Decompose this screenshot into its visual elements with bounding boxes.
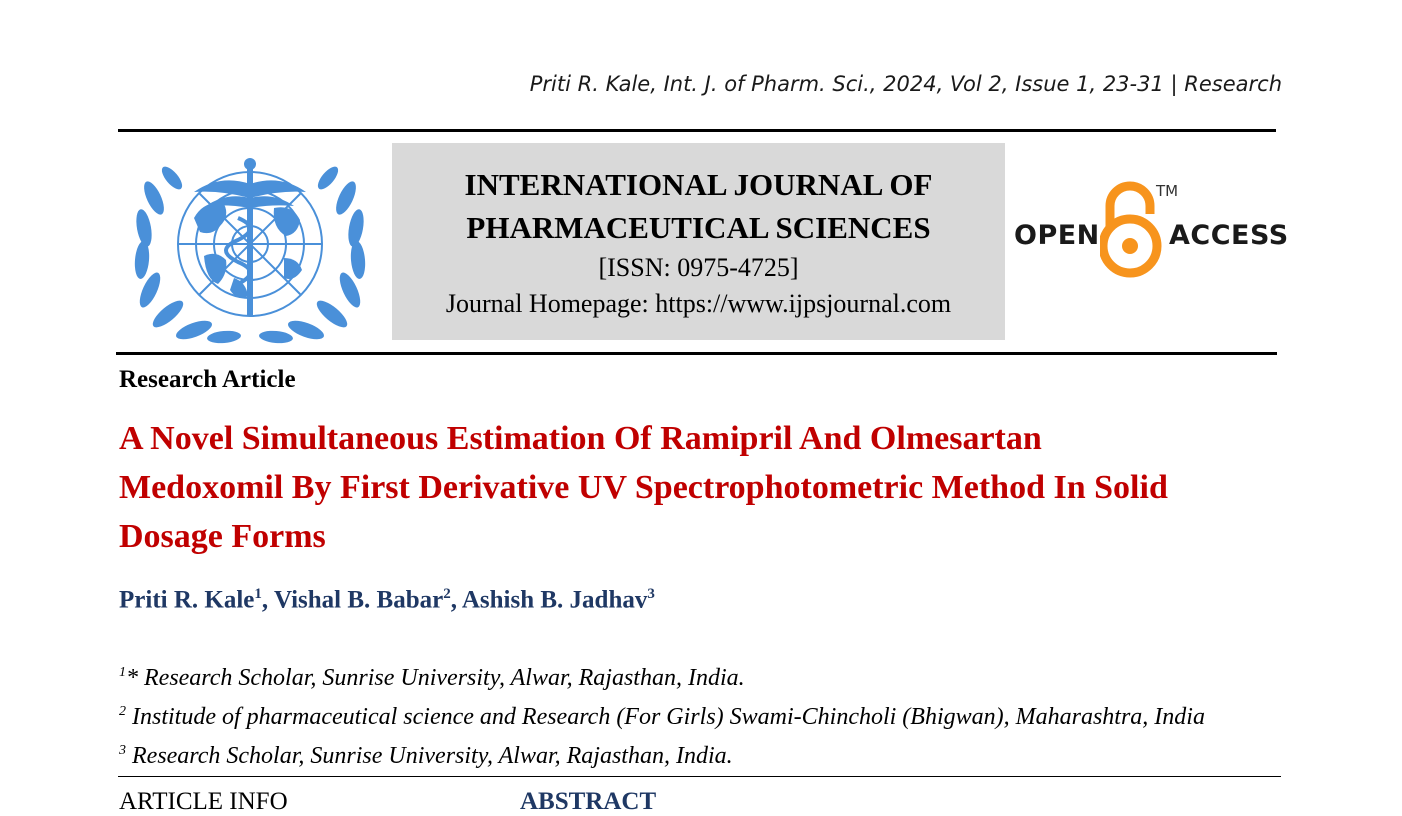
affiliation-item xyxy=(119,695,1205,734)
article-title xyxy=(119,414,1299,561)
article-info-heading: ARTICLE INFO xyxy=(119,788,288,815)
author-name: Ashish B. Jadhav xyxy=(461,586,648,614)
running-head: Priti R. Kale, Int. J. of Pharm. Sci., 2024, Vol 2, Issue 1, 23-31 | Research xyxy=(529,72,1282,96)
trademark-mark: TM xyxy=(1156,182,1179,200)
article-title-line2: Medoxomil By First Derivative UV Spectrophotometric Method In Solid xyxy=(119,469,1168,506)
top-divider xyxy=(118,129,1276,132)
affiliation-marker: 3 xyxy=(119,743,126,758)
author-list xyxy=(119,586,655,614)
affiliation-text: Research Scholar, Sunrise University, Alwar, Rajasthan, India. xyxy=(126,743,733,769)
journal-homepage-link[interactable]: Journal Homepage: https://www.ijpsjournal.com xyxy=(445,289,952,318)
affiliation-text: * Research Scholar, Sunrise University, Alwar, Rajasthan, India. xyxy=(126,665,745,691)
journal-masthead xyxy=(392,143,1005,340)
author-separator: , xyxy=(261,586,274,614)
author-separator: , xyxy=(450,586,462,614)
journal-title-line2: PHARMACEUTICAL SCIENCES xyxy=(466,210,931,245)
abstract-heading: ABSTRACT xyxy=(520,788,657,815)
open-lock-icon xyxy=(1100,180,1164,280)
affiliation-item xyxy=(119,656,1205,695)
author-name: Priti R. Kale xyxy=(119,586,255,614)
author-affiliation-marker: 3 xyxy=(647,586,655,602)
affiliation-item xyxy=(119,734,1205,773)
article-title-line3: Dosage Forms xyxy=(119,518,326,555)
open-access-word-access: ACCESS xyxy=(1169,220,1289,251)
affiliation-list xyxy=(119,656,1205,773)
author-name: Vishal B. Babar xyxy=(273,586,444,614)
article-type-label: Research Article xyxy=(119,366,296,393)
author-affiliation-marker: 2 xyxy=(443,586,451,602)
affiliation-text: Institude of pharmaceutical science and Research (For Girls) Swami-Chincholi (Bhigwan), Maharashtra, India xyxy=(126,704,1205,730)
affiliation-divider xyxy=(118,776,1281,777)
open-access-word-open: OPEN xyxy=(1014,220,1100,251)
author-affiliation-marker: 1 xyxy=(254,586,262,602)
affiliation-marker: 2 xyxy=(119,704,126,719)
un-emblem-icon xyxy=(134,148,366,344)
journal-issn: [ISSN: 0975-4725] xyxy=(598,253,799,282)
affiliation-marker: 1 xyxy=(119,665,126,680)
header-bottom-divider xyxy=(116,352,1277,355)
journal-title-line1: INTERNATIONAL JOURNAL OF xyxy=(464,167,933,202)
open-access-logo xyxy=(1014,176,1289,286)
article-title-line1: A Novel Simultaneous Estimation Of Ramipril And Olmesartan xyxy=(119,420,1042,457)
